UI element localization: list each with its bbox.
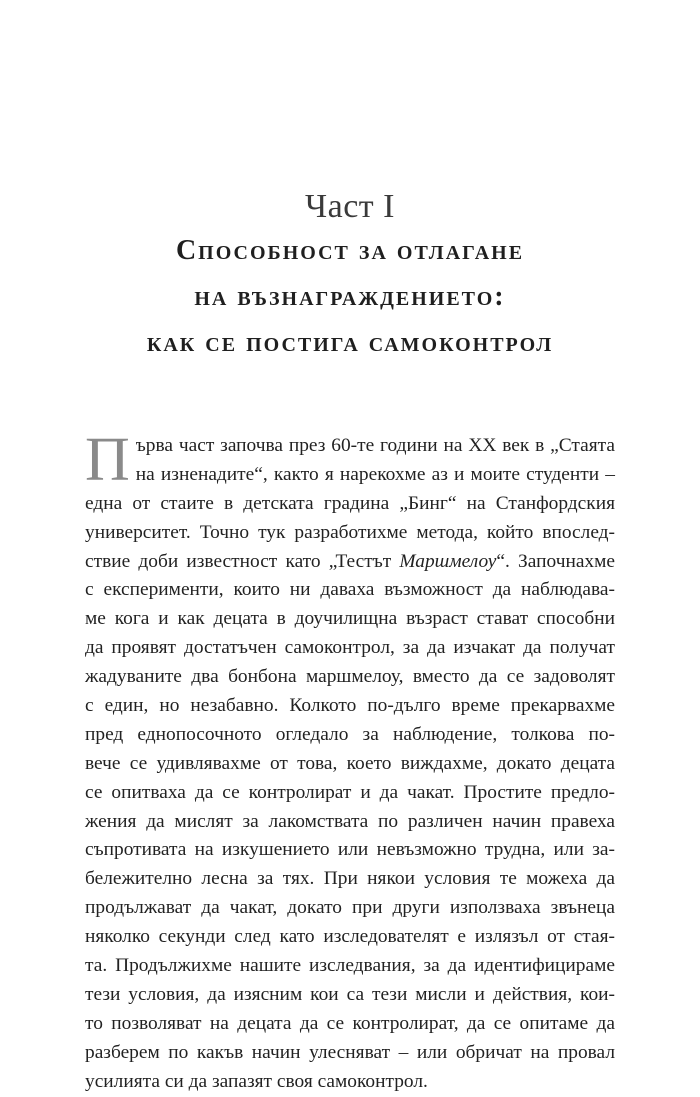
- paragraph-line: пред еднопосочното огледало за наблюдение, толкова по-: [85, 723, 615, 745]
- paragraph-line-last: усилията си да запазят своя самоконтрол.: [85, 1070, 428, 1092]
- paragraph-line: няколко секунди след като изследователят е излязъл от стая-: [85, 926, 615, 948]
- body-paragraph: [85, 426, 616, 1096]
- paragraph-line: се опитваха да се контролират и да чакат. Простите предло-: [85, 781, 615, 803]
- paragraph-line: вече се удивлявахме от това, което виждахме, докато децата: [85, 752, 615, 774]
- paragraph-line: една от стаите в детската градина „Бинг“ на Станфордския: [85, 492, 615, 514]
- paragraph-line: ствие доби известност като „Тестът Маршмелоу“. Започнахме: [85, 550, 616, 572]
- paragraph-line: та. Продължихме нашите изследвания, за да идентифицираме: [85, 955, 615, 977]
- paragraph-line: ме кога и как децата в доучилищна възраст стават способни: [85, 608, 615, 630]
- paragraph-line: съпротивата на изкушението или невъзможно трудна, или за-: [85, 839, 615, 861]
- italic-term: Маршмелоу: [399, 550, 497, 572]
- paragraph-line: бележително лесна за тях. При някои условия те можеха да: [85, 868, 615, 890]
- part-label: Част I: [305, 188, 395, 225]
- chapter-title-line-3: как се постига самоконтрол: [146, 327, 554, 358]
- paragraph-line: на изненадите“, както я нарекохме аз и моите студенти –: [135, 463, 615, 485]
- paragraph-line: разберем по какъв начин улесняват – или обричат на провал: [85, 1041, 615, 1063]
- chapter-title-line-1: Способност за отлагане: [175, 235, 525, 266]
- paragraph-line: с експерименти, които ни даваха възможност да наблюдава-: [85, 579, 615, 601]
- chapter-title: [60, 228, 640, 366]
- paragraph-line: жения да мислят за лакомствата по различен начин правеха: [85, 810, 615, 832]
- chapter-title-line-2: на възнаграждението:: [194, 281, 506, 312]
- paragraph-line: университет. Точно тук разработихме метода, който впослед-: [85, 521, 615, 543]
- paragraph-line: продължават да чакат, докато при други използваха звънеца: [85, 897, 615, 919]
- paragraph-line: да проявят достатъчен самоконтрол, за да изчакат да получат: [85, 637, 615, 659]
- paragraph-line: то позволяват на децата да се контролират, да се опитаме да: [85, 1012, 615, 1034]
- drop-cap: П: [85, 426, 130, 494]
- paragraph-line: жадуваните два бонбона маршмелоу, вместо да се задоволят: [85, 666, 615, 688]
- paragraph-line: ърва част започва през 60-те години на XX век в „Стаята: [135, 435, 615, 456]
- paragraph-line: тези условия, да изясним кои са тези мисли и действия, кои-: [85, 983, 615, 1005]
- paragraph-line: с един, но незабавно. Колкото по-дълго време прекарвахме: [85, 695, 615, 717]
